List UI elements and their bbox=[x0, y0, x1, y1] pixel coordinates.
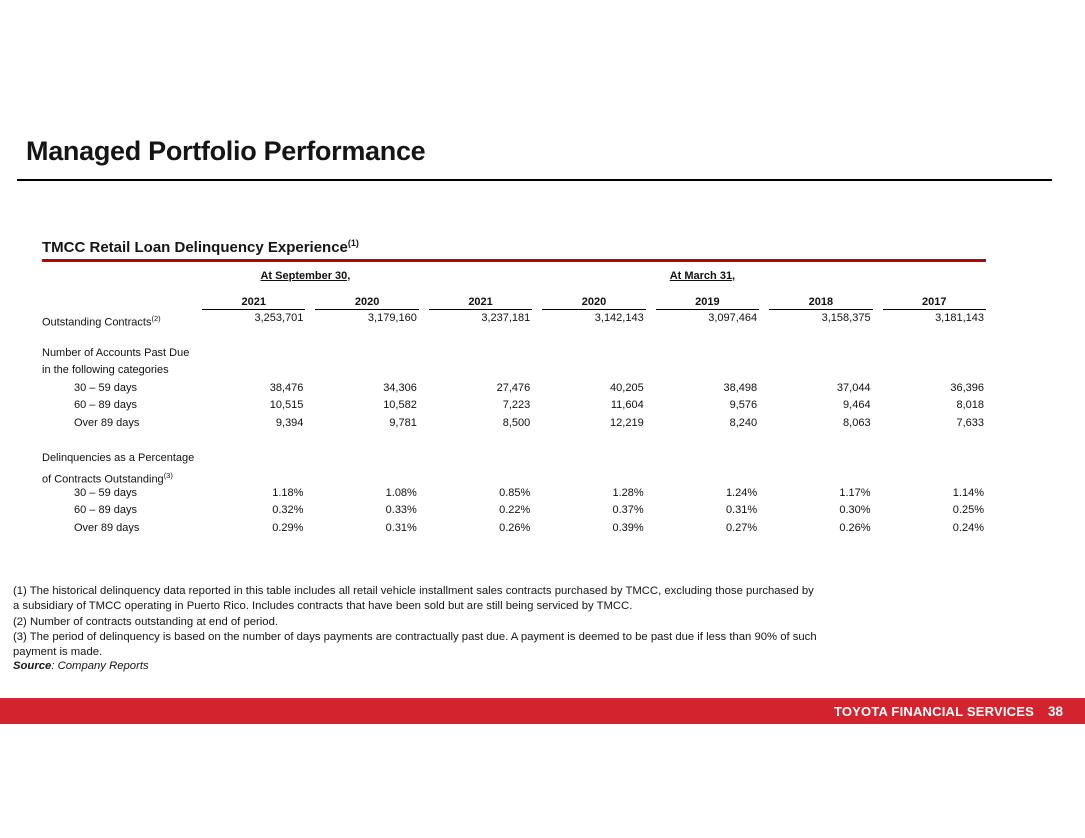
row-label bbox=[42, 502, 192, 520]
footnote: (2) Number of contracts outstanding at end of period. bbox=[13, 615, 278, 628]
footer-brand: TOYOTA FINANCIAL SERVICES bbox=[833, 703, 1034, 719]
cell-value: 36,396 bbox=[950, 381, 984, 394]
cell-value: 0.31% bbox=[725, 504, 758, 517]
table-row bbox=[42, 502, 986, 520]
row-label bbox=[42, 362, 986, 380]
cell-value: 0.25% bbox=[952, 504, 984, 517]
row-label bbox=[42, 345, 986, 363]
row-label-text: 30 – 59 days bbox=[74, 486, 137, 499]
cell-value: 34,306 bbox=[383, 381, 417, 394]
table-row bbox=[42, 415, 986, 433]
table-row bbox=[42, 450, 986, 468]
cell-value: 1.17% bbox=[839, 486, 871, 499]
cell-value: 7,223 bbox=[502, 399, 531, 412]
cell-value: 0.32% bbox=[272, 504, 304, 517]
source-text: : Company Reports bbox=[51, 660, 149, 672]
cell-value: 8,063 bbox=[843, 416, 871, 429]
table-title-superscript: (1) bbox=[347, 238, 359, 248]
year-column-header: 2020 bbox=[542, 296, 645, 310]
year-column-header: 2019 bbox=[656, 296, 759, 310]
year-column-header: 2017 bbox=[883, 296, 986, 310]
cell-value: 38,498 bbox=[723, 381, 758, 394]
row-label-superscript: (3) bbox=[163, 471, 173, 481]
year-column-header: 2020 bbox=[315, 296, 418, 310]
cell-value: 8,018 bbox=[956, 399, 984, 412]
cell-value: 1.24% bbox=[725, 486, 758, 499]
row-label-text: in the following categories bbox=[42, 364, 169, 377]
table-section bbox=[42, 238, 986, 538]
row-label-text: Number of Accounts Past Due bbox=[42, 346, 190, 359]
row-label bbox=[42, 415, 192, 433]
row-label-text: Outstanding Contracts bbox=[42, 316, 152, 329]
footnote: (3) The period of delinquency is based on the number of days payments are contractually past due. A payment is deemed to be past due if less than 90% of such payment is made. bbox=[13, 630, 817, 659]
cell-value: 9,394 bbox=[275, 416, 304, 429]
cell-value: 10,515 bbox=[269, 399, 304, 412]
row-label-text: Over 89 days bbox=[74, 521, 140, 534]
cell-value: 0.26% bbox=[499, 521, 531, 534]
cell-value: 3,179,160 bbox=[367, 312, 417, 324]
footnote: (1) The historical delinquency data reported in this table includes all retail vehicle installment sales contracts purchased by TMCC, excluding those purchased by a subsidiary of TMCC operating in Puerto Rico. Includes contracts that have been sold but are still being serviced by TMCC. bbox=[13, 585, 814, 613]
cell-value: 0.22% bbox=[499, 504, 531, 517]
table-row bbox=[42, 345, 986, 363]
cell-value: 9,464 bbox=[843, 399, 871, 412]
table-row bbox=[42, 485, 986, 503]
source-label: Source bbox=[13, 660, 52, 672]
cell-value: 0.37% bbox=[612, 504, 644, 517]
footnotes bbox=[13, 584, 821, 660]
cell-value: 3,158,375 bbox=[821, 312, 871, 324]
page-title: Managed Portfolio Performance bbox=[26, 136, 426, 166]
cell-value: 7,633 bbox=[956, 416, 984, 429]
cell-value: 11,604 bbox=[610, 399, 644, 412]
table-title-rule bbox=[42, 259, 986, 262]
row-label bbox=[42, 520, 192, 538]
cell-value: 0.31% bbox=[385, 521, 417, 534]
table-body bbox=[42, 310, 986, 538]
year-header-row bbox=[42, 290, 986, 310]
cell-value: 3,253,701 bbox=[254, 312, 304, 324]
table-row bbox=[42, 467, 986, 485]
table-row bbox=[42, 397, 986, 415]
table-row bbox=[42, 362, 986, 380]
row-label-text: 30 – 59 days bbox=[74, 381, 137, 394]
cell-value: 12,219 bbox=[610, 416, 644, 429]
cell-value: 8,500 bbox=[502, 416, 531, 429]
cell-value: 8,240 bbox=[729, 416, 758, 429]
title-rule bbox=[17, 179, 1052, 181]
cell-value: 1.28% bbox=[612, 486, 644, 499]
cell-value: 0.29% bbox=[272, 521, 304, 534]
row-label-superscript: (2) bbox=[151, 314, 161, 323]
cell-value: 0.39% bbox=[612, 521, 644, 534]
cell-value: 0.26% bbox=[839, 521, 871, 534]
cell-value: 40,205 bbox=[610, 381, 644, 394]
row-label-text: 60 – 89 days bbox=[74, 399, 137, 412]
row-label-text: Over 89 days bbox=[74, 416, 140, 429]
footer-bar bbox=[0, 698, 1085, 724]
year-column-header: 2018 bbox=[769, 296, 872, 310]
source-line bbox=[13, 660, 149, 672]
column-group-march: At March 31, bbox=[669, 270, 736, 282]
row-label bbox=[42, 450, 986, 468]
table-row bbox=[42, 310, 986, 328]
cell-value: 37,044 bbox=[836, 381, 871, 394]
cell-value: 1.08% bbox=[385, 486, 417, 499]
row-label-text: Delinquencies as a Percentage bbox=[42, 451, 195, 464]
cell-value: 0.85% bbox=[499, 486, 531, 499]
footer-page-number: 38 bbox=[1047, 703, 1063, 719]
cell-value: 1.14% bbox=[952, 486, 984, 499]
cell-value: 0.33% bbox=[385, 504, 417, 517]
cell-value: 1.18% bbox=[272, 486, 304, 499]
cell-value: 0.24% bbox=[952, 521, 984, 534]
row-label-text: of Contracts Outstanding bbox=[42, 473, 164, 486]
cell-value: 9,781 bbox=[389, 416, 417, 429]
table-title-text: TMCC Retail Loan Delinquency Experience bbox=[42, 239, 348, 256]
row-label bbox=[42, 310, 192, 332]
row-label-text: 60 – 89 days bbox=[74, 504, 137, 517]
cell-value: 0.27% bbox=[725, 521, 758, 534]
delinquency-table bbox=[42, 268, 986, 538]
table-row bbox=[42, 520, 986, 538]
cell-value: 3,237,181 bbox=[481, 312, 531, 324]
cell-value: 27,476 bbox=[496, 381, 531, 394]
column-group-header-row bbox=[42, 268, 986, 290]
cell-value: 3,181,143 bbox=[935, 312, 984, 324]
cell-value: 0.30% bbox=[839, 504, 871, 517]
column-group-september: At September 30, bbox=[260, 270, 351, 282]
row-label bbox=[42, 397, 192, 415]
row-label bbox=[42, 485, 192, 503]
table-title bbox=[42, 238, 986, 256]
cell-value: 9,576 bbox=[729, 399, 758, 412]
cell-value: 38,476 bbox=[269, 381, 304, 394]
year-column-header: 2021 bbox=[202, 296, 305, 310]
table-row bbox=[42, 433, 986, 450]
cell-value: 3,097,464 bbox=[708, 312, 758, 324]
row-label bbox=[42, 380, 192, 398]
year-column-header: 2021 bbox=[429, 296, 532, 310]
table-row bbox=[42, 380, 986, 398]
cell-value: 3,142,143 bbox=[594, 312, 644, 324]
cell-value: 10,582 bbox=[383, 399, 417, 412]
